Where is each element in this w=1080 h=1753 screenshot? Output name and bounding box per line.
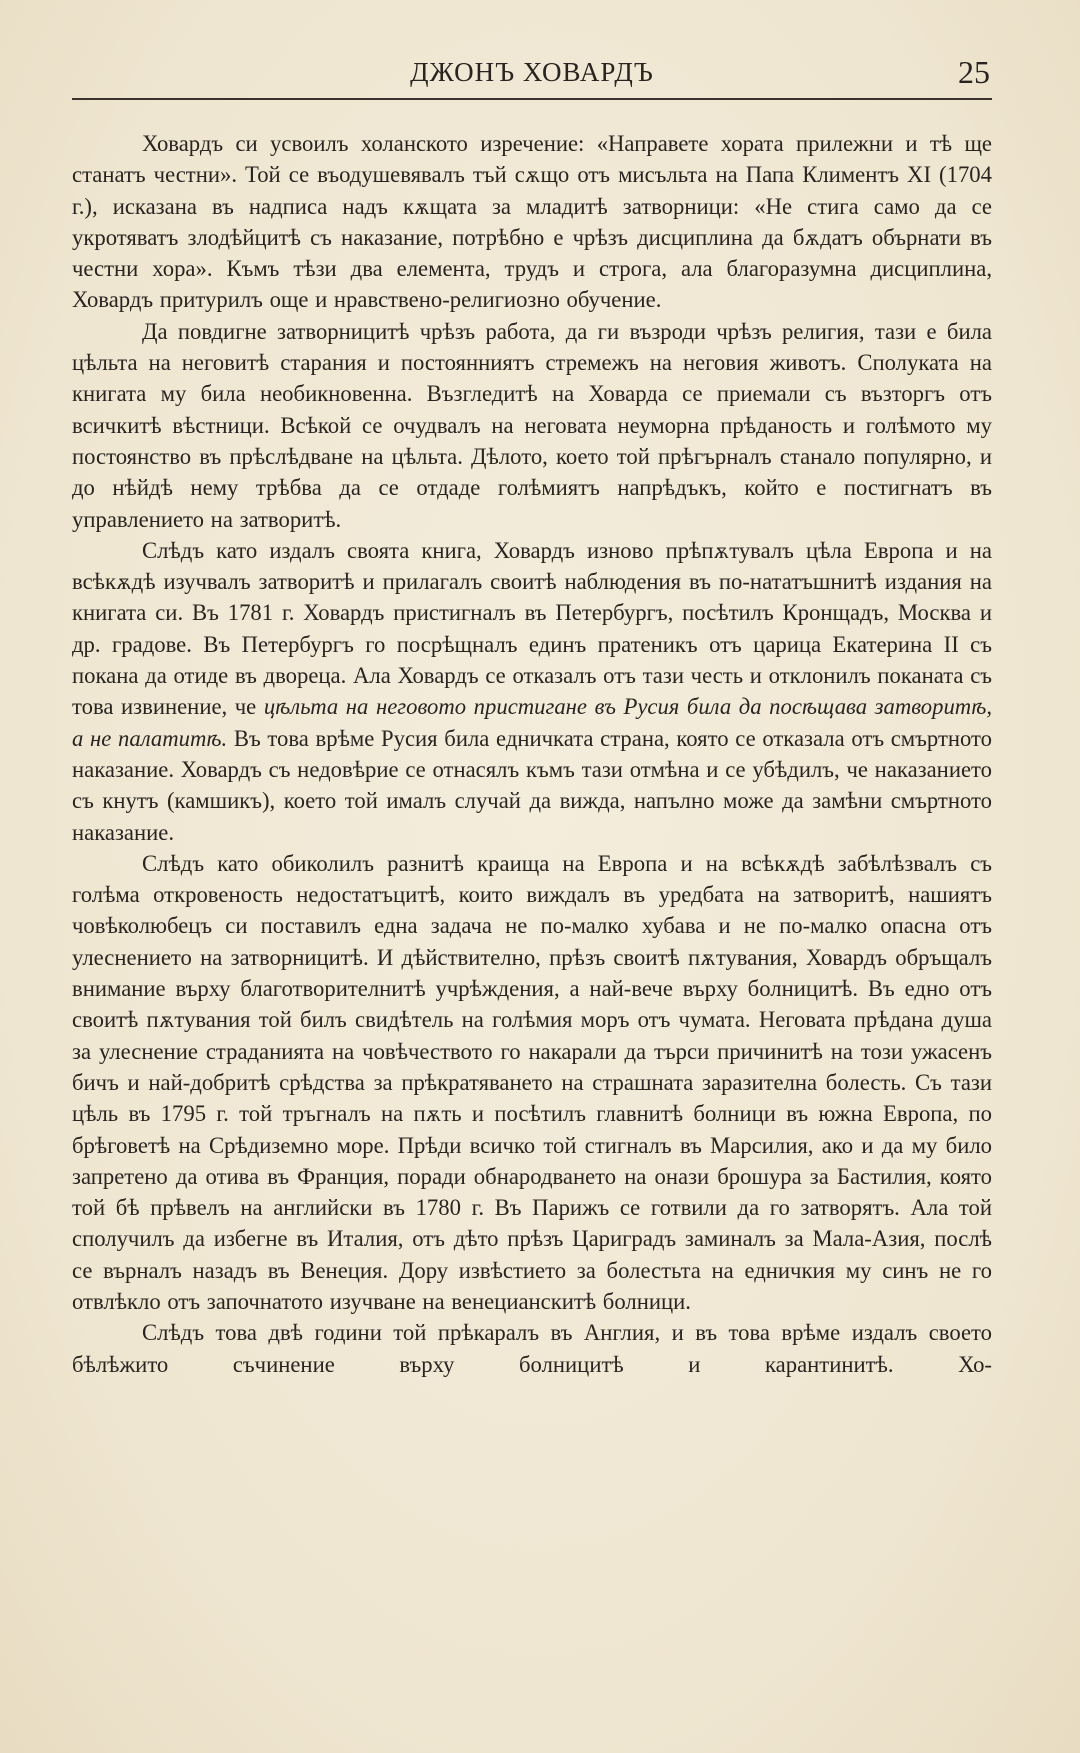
- paragraph: [72, 535, 992, 848]
- paragraph-text: Слѣдъ като издалъ своята книга, Ховардъ изново прѣпѫтувалъ цѣла Европа и на всѣкѫдѣ изучвалъ затворитѣ и прилагалъ своитѣ наблюдения въ по-нататъшнитѣ издания на книгата си. Въ 1781 г. Ховардъ пристигналъ въ Петербургъ, посѣтилъ Кронщадъ, Москва и др. градове. Въ Петербургъ го посрѣщналъ единъ пратеникъ отъ царица Екатерина II съ покана да отиде въ двореца. Ала Ховардъ се отказалъ отъ тази честь и отклонилъ поканата съ това извинение, че: [72, 537, 992, 720]
- body-text: [72, 128, 992, 1380]
- italic-quote: цѣльта на неговото пристигане въ Русия била да посѣщава затворитѣ, а не палатитѣ.: [72, 694, 992, 751]
- page-number: 25: [958, 54, 990, 90]
- paragraph-text: Въ това врѣме Русия била едничката страна, която се отказала отъ смъртното наказание. Ховардъ съ недовѣрие се отнасялъ къмъ тази отмѣна и се убѣдилъ, че наказанието съ кнутъ (камшикъ), което той ималъ случай да вижда, напълно може да замѣни смъртното наказание.: [72, 725, 992, 845]
- paragraph: Слѣдъ това двѣ години той прѣкаралъ въ Англия, и въ това врѣме издалъ своето бѣлѣжито съчинение върху болницитѣ и карантинитѣ. Хо-: [72, 1320, 992, 1377]
- running-title: ДЖОНЪ ХОВАРДЪ: [410, 57, 654, 87]
- paragraph: Да повдигне затворницитѣ чрѣзъ работа, да ги възроди чрѣзъ религия, тази е била цѣльта на неговитѣ старания и постоянниятъ стремежъ на неговия животъ. Сполуката на книгата му била необикновенна. Възгледитѣ на Ховарда се приемали съ възторгъ отъ всичкитѣ вѣстници. Всѣкой се очудвалъ на неговата неуморна прѣданость и голѣмото му постоянство въ прѣслѣдване на цѣльта. Дѣлото, което той прѣгърналъ станало популярно, и до нѣйдѣ нему трѣбва да се отдаде голѣмиятъ напрѣдъкъ, който е постигнатъ въ управлението на затворитѣ.: [72, 318, 992, 532]
- page-header: [72, 50, 992, 100]
- paragraph: Слѣдъ като обиколилъ разнитѣ краища на Европа и на всѣкѫдѣ забѣлѣзвалъ съ голѣма откровеность недостатъцитѣ, които виждалъ въ уредбата на затворитѣ, нашиятъ човѣколюбецъ си поставилъ една задача не по-малко хубава и не по-малко опасна отъ улеснението на затворницитѣ. И дѣйствително, прѣзъ своитѣ пѫтувания, Ховардъ обръщалъ внимание върху благотворителнитѣ учрѣждения, а най-вече върху болницитѣ. Въ едно отъ своитѣ пѫтувания той билъ свидѣтель на голѣмия моръ отъ чумата. Неговата прѣдана душа за улеснение страданията на човѣчеството го накарали да търси причинитѣ на този ужасенъ бичъ и най-добритѣ срѣдства за прѣкратяването на страшната заразителна болесть. Съ тази цѣль въ 1795 г. той тръгналъ на пѫть и посѣтилъ главнитѣ болници въ южна Европа, по брѣговетѣ на Срѣдиземно море. Прѣди всичко той стигналъ въ Марсилия, ако и да му било запретено да отива въ Франция, поради обнародването на онази брошура за Бастилия, която той бѣ прѣвелъ на английски въ 1780 г. Въ Парижъ се готвили да го затворятъ. Ала той сполучилъ да избегне въ Италия, отъ дѣто прѣзъ Цариградъ заминалъ за Мала-Азия, послѣ се върналъ назадъ въ Венеция. Дору извѣстието за болестьта на едничкия му синъ не го отвлѣкло отъ започнатото изучване на венецианскитѣ болници.: [72, 850, 992, 1314]
- paragraph: Ховардъ си усвоилъ холанското изречение: «Направете хората прилежни и тѣ ще станатъ честни». Той се въодушевявалъ тъй сѫщо отъ мисъльта на Папа Климентъ XI (1704 г.), исказана въ надписа надъ кѫщата за младитѣ затворници: «Не стига само да се укротяватъ злодѣйцитѣ съ наказание, потрѣбно е чрѣзъ дисциплина да бѫдатъ обърнати въ честни хора». Къмъ тѣзи два елемента, трудъ и строга, ала благоразумна дисциплина, Ховардъ притурилъ още и нравствено-религиозно обучение.: [72, 131, 992, 313]
